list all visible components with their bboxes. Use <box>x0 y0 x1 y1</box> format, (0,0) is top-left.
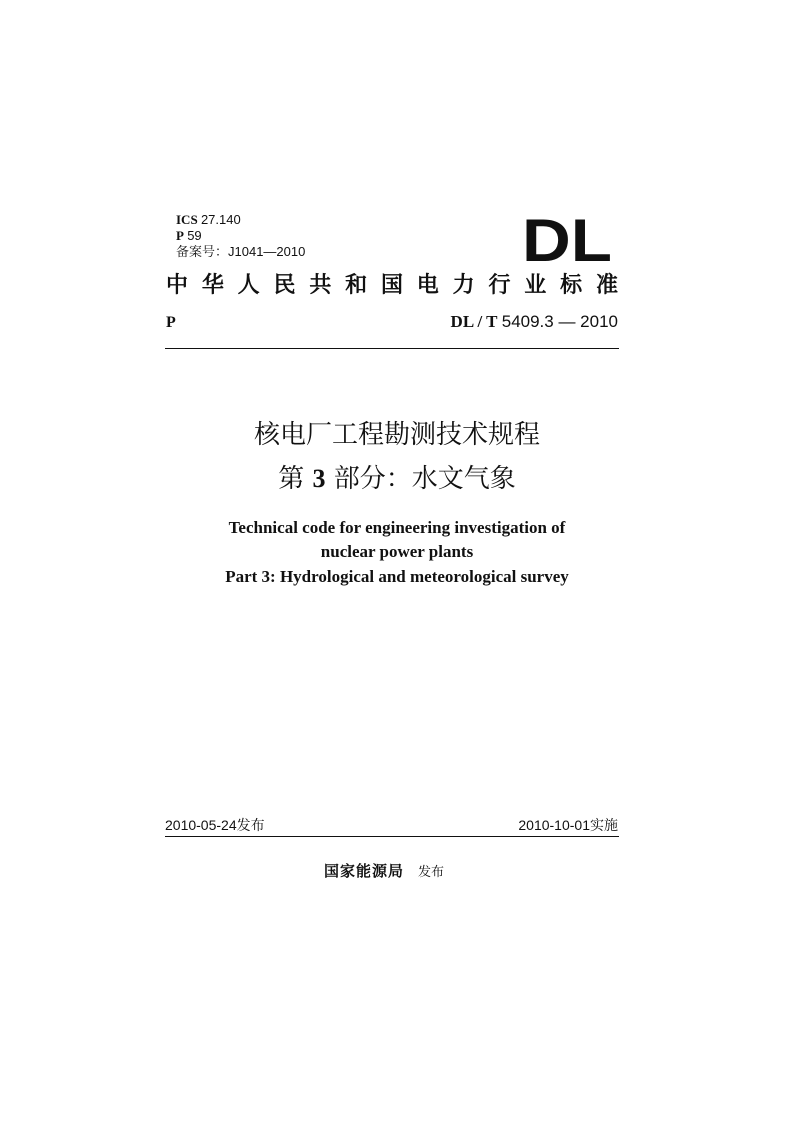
bottom-divider <box>165 836 619 837</box>
category-char: 力 <box>452 273 475 298</box>
issuer-name: 国家能源局 <box>324 862 405 880</box>
category-char: 标 <box>560 273 583 298</box>
category-char: 华 <box>201 273 224 298</box>
ics-value: 27.140 <box>200 212 241 227</box>
record-label: 备案号： <box>176 244 229 259</box>
dl-logo-text: DL <box>522 214 612 264</box>
category-char: 民 <box>273 273 296 298</box>
title-zh-part-suffix: 部分：水文气象 <box>333 464 516 494</box>
class-code: P <box>166 314 176 331</box>
top-divider <box>165 348 619 349</box>
standard-category <box>166 272 618 300</box>
category-char: 业 <box>524 273 547 298</box>
category-char: 和 <box>345 273 368 298</box>
issue-date: 2010-05-24发布 <box>165 817 265 833</box>
standard-code: 5409.3 — 2010 <box>501 312 618 331</box>
title-en-line3: Part 3: Hydrological and meteorological survey <box>225 567 569 586</box>
title-zh-part-prefix: 第 <box>278 464 305 494</box>
title-zh-part-number: 3 <box>312 464 326 493</box>
standard-prefix: DL / T <box>450 312 498 331</box>
title-zh-line1: 核电厂工程勘测技术规程 <box>253 420 540 450</box>
ics-code <box>176 212 241 228</box>
category-char: 准 <box>595 273 618 298</box>
category-char: 中 <box>166 273 189 298</box>
title-en-line1: Technical code for engineering investigation of <box>228 518 566 537</box>
title-en-line2: nuclear power plants <box>320 542 474 561</box>
standard-number <box>451 312 618 332</box>
category-char: 共 <box>309 273 332 298</box>
record-number <box>176 244 305 260</box>
record-value: J1041—2010 <box>228 244 306 259</box>
class-label: P <box>176 228 184 243</box>
category-char: 人 <box>237 273 260 298</box>
implementation-date: 2010-10-01实施 <box>518 817 618 833</box>
issuer <box>324 861 444 883</box>
category-char: 国 <box>380 273 403 298</box>
dl-logo <box>521 214 613 264</box>
category-char: 电 <box>416 273 439 298</box>
title-zh-line2 <box>0 462 794 496</box>
category-char: 行 <box>488 273 511 298</box>
issuer-action: 发布 <box>418 865 445 880</box>
classification-code <box>176 228 202 244</box>
ics-label: ICS <box>176 212 198 227</box>
class-value: 59 <box>187 228 202 243</box>
